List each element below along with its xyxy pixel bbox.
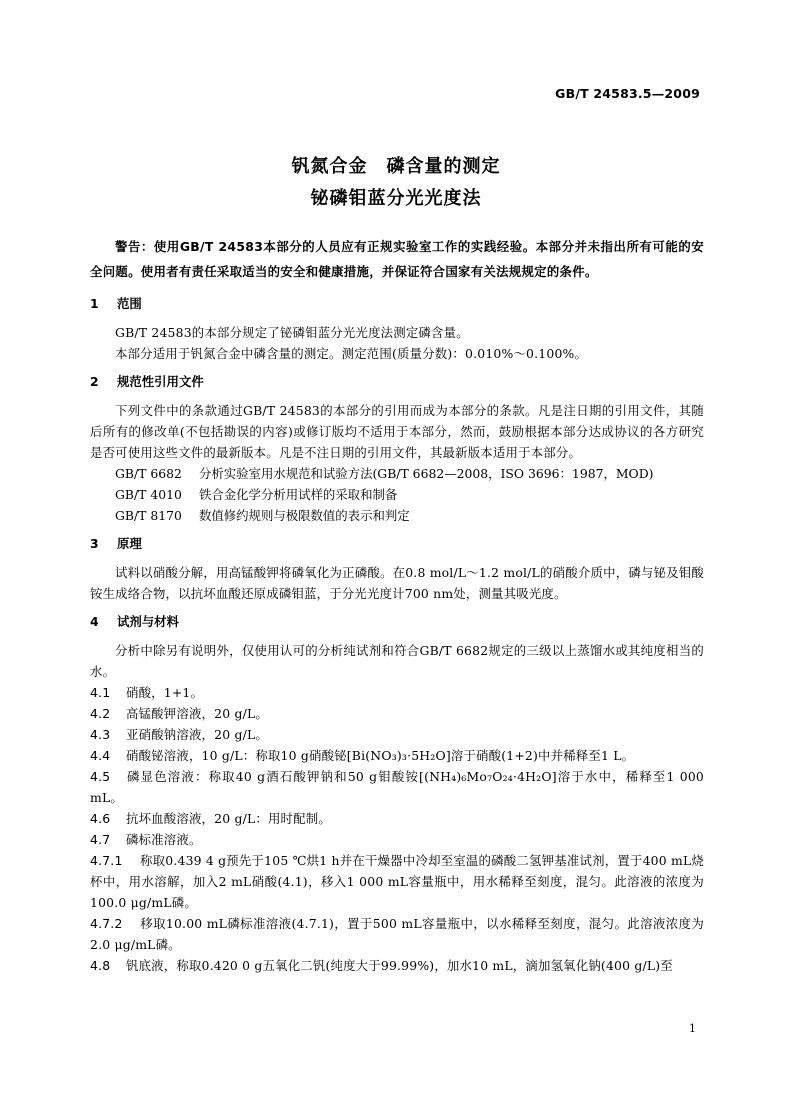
paragraph: 下列文件中的条款通过GB/T 24583的本部分的引用而成为本部分的条款。凡是注日期的引用文件，其随后所有的修改单(不包括勘误的内容)或修订版均不适用于本部分，然而，鼓励根据本部分达成协议的各方研究是否可使用这些文件的最新版本。凡是不注日期的引用文件，其最新版本适用于本部分。: [90, 403, 704, 460]
item-text: 钒底液，称取0.420 0 g五氧化二钒(纯度大于99.99%)，加水10 mL，滴加氢氧化钠(400 g/L)至: [126, 958, 673, 973]
reference-item: [90, 463, 704, 484]
list-item: [90, 703, 704, 724]
item-number: 4.1: [90, 685, 111, 700]
item-text: 高锰酸钾溶液，20 g/L。: [126, 706, 268, 721]
section-number: 1: [90, 296, 99, 311]
reference-title: 分析实验室用水规范和试验方法(GB/T 6682—2008，ISO 3696：1987，MOD): [199, 466, 654, 481]
item-text: 硝酸，1+1。: [126, 685, 204, 700]
paragraph: 分析中除另有说明外，仅使用认可的分析纯试剂和符合GB/T 6682规定的三级以上蒸馏水或其纯度相当的水。: [90, 643, 704, 679]
section-number: 3: [90, 536, 99, 551]
section-title: 原理: [117, 536, 142, 551]
standard-code: GB/T 24583.5—2009: [555, 86, 700, 101]
section-heading-scope: [90, 294, 704, 314]
item-text: 磷标准溶液。: [126, 832, 202, 847]
item-number: 4.5: [90, 769, 111, 784]
item-number: 4.2: [90, 706, 111, 721]
item-number: 4.6: [90, 811, 111, 826]
item-text: 磷显色溶液：称取40 g酒石酸钾钠和50 g钼酸铵[(NH₄)₆Mo₇O₂₄·4H₂O]溶于水中，稀释至1 000 mL。: [90, 769, 704, 805]
item-text: 硝酸铋溶液，10 g/L：称取10 g硝酸铋[Bi(NO₃)₃·5H₂O]溶于硝酸(1+2)中并稀释至1 L。: [126, 748, 635, 763]
document-title: 钒氮合金 磷含量的测定: [291, 156, 501, 177]
item-number: 4.3: [90, 727, 111, 742]
list-item: [90, 913, 704, 955]
list-item: [90, 724, 704, 745]
list-item: [90, 682, 704, 703]
list-item: [90, 829, 704, 850]
paragraph: GB/T 24583的本部分规定了铋磷钼蓝分光光度法测定磷含量。: [115, 325, 469, 340]
reference-code: GB/T 6682: [115, 466, 182, 481]
item-text: 称取0.439 4 g预先于105 ℃烘1 h并在干燥器中冷却至室温的磷酸二氢钾基准试剂，置于400 mL烧杯中，用水溶解，加入2 mL硝酸(4.1)，移入1 000 mL容量瓶中，用水稀释至刻度，混匀。此溶液的浓度为100.0 μg/mL磷。: [90, 853, 704, 910]
paragraph: 试料以硝酸分解，用高锰酸钾将磷氧化为正磷酸。在0.8 mol/L～1.2 mol/L的硝酸介质中，磷与铋及钼酸铵生成络合物，以抗坏血酸还原成磷钼蓝，于分光光度计700 nm处，测量其吸光度。: [90, 565, 704, 601]
reference-item: [90, 484, 704, 505]
warning-paragraph: 警告：使用GB/T 24583本部分的人员应有正规实验室工作的实践经验。本部分并未指出所有可能的安全问题。使用者有责任采取适当的安全和健康措施，并保证符合国家有关法规规定的条件。: [90, 239, 704, 279]
reference-item: [90, 505, 704, 526]
reference-code: GB/T 4010: [115, 487, 182, 502]
section-heading-reagents: [90, 612, 704, 632]
page-number: 1: [689, 1022, 696, 1035]
item-text: 亚硝酸钠溶液，20 g/L。: [126, 727, 268, 742]
paragraph: 本部分适用于钒氮合金中磷含量的测定。测定范围(质量分数)：0.010%～0.100%。: [115, 346, 588, 361]
list-item: [90, 850, 704, 913]
item-number: 4.8: [90, 958, 111, 973]
section-title: 范围: [117, 296, 142, 311]
item-number: 4.7.2: [90, 916, 123, 931]
section-heading-references: [90, 372, 704, 392]
section-heading-principle: [90, 534, 704, 554]
section-number: 4: [90, 614, 99, 629]
document-subtitle: 铋磷钼蓝分光光度法: [310, 188, 482, 209]
reference-code: GB/T 8170: [115, 508, 182, 523]
item-number: 4.4: [90, 748, 111, 763]
section-title: 规范性引用文件: [117, 374, 204, 389]
list-item: [90, 808, 704, 829]
section-title: 试剂与材料: [117, 614, 179, 629]
document-body: [90, 234, 704, 976]
list-item: [90, 766, 704, 808]
reference-title: 铁合金化学分析用试样的采取和制备: [199, 487, 398, 502]
item-text: 抗坏血酸溶液，20 g/L：用时配制。: [126, 811, 331, 826]
list-item: [90, 955, 704, 976]
reference-title: 数值修约规则与极限数值的表示和判定: [199, 508, 410, 523]
item-number: 4.7: [90, 832, 111, 847]
item-text: 移取10.00 mL磷标准溶液(4.7.1)，置于500 mL容量瓶中，以水稀释至刻度，混匀。此溶液浓度为2.0 μg/mL磷。: [90, 916, 704, 952]
item-number: 4.7.1: [90, 853, 123, 868]
list-item: [90, 745, 704, 766]
section-number: 2: [90, 374, 99, 389]
